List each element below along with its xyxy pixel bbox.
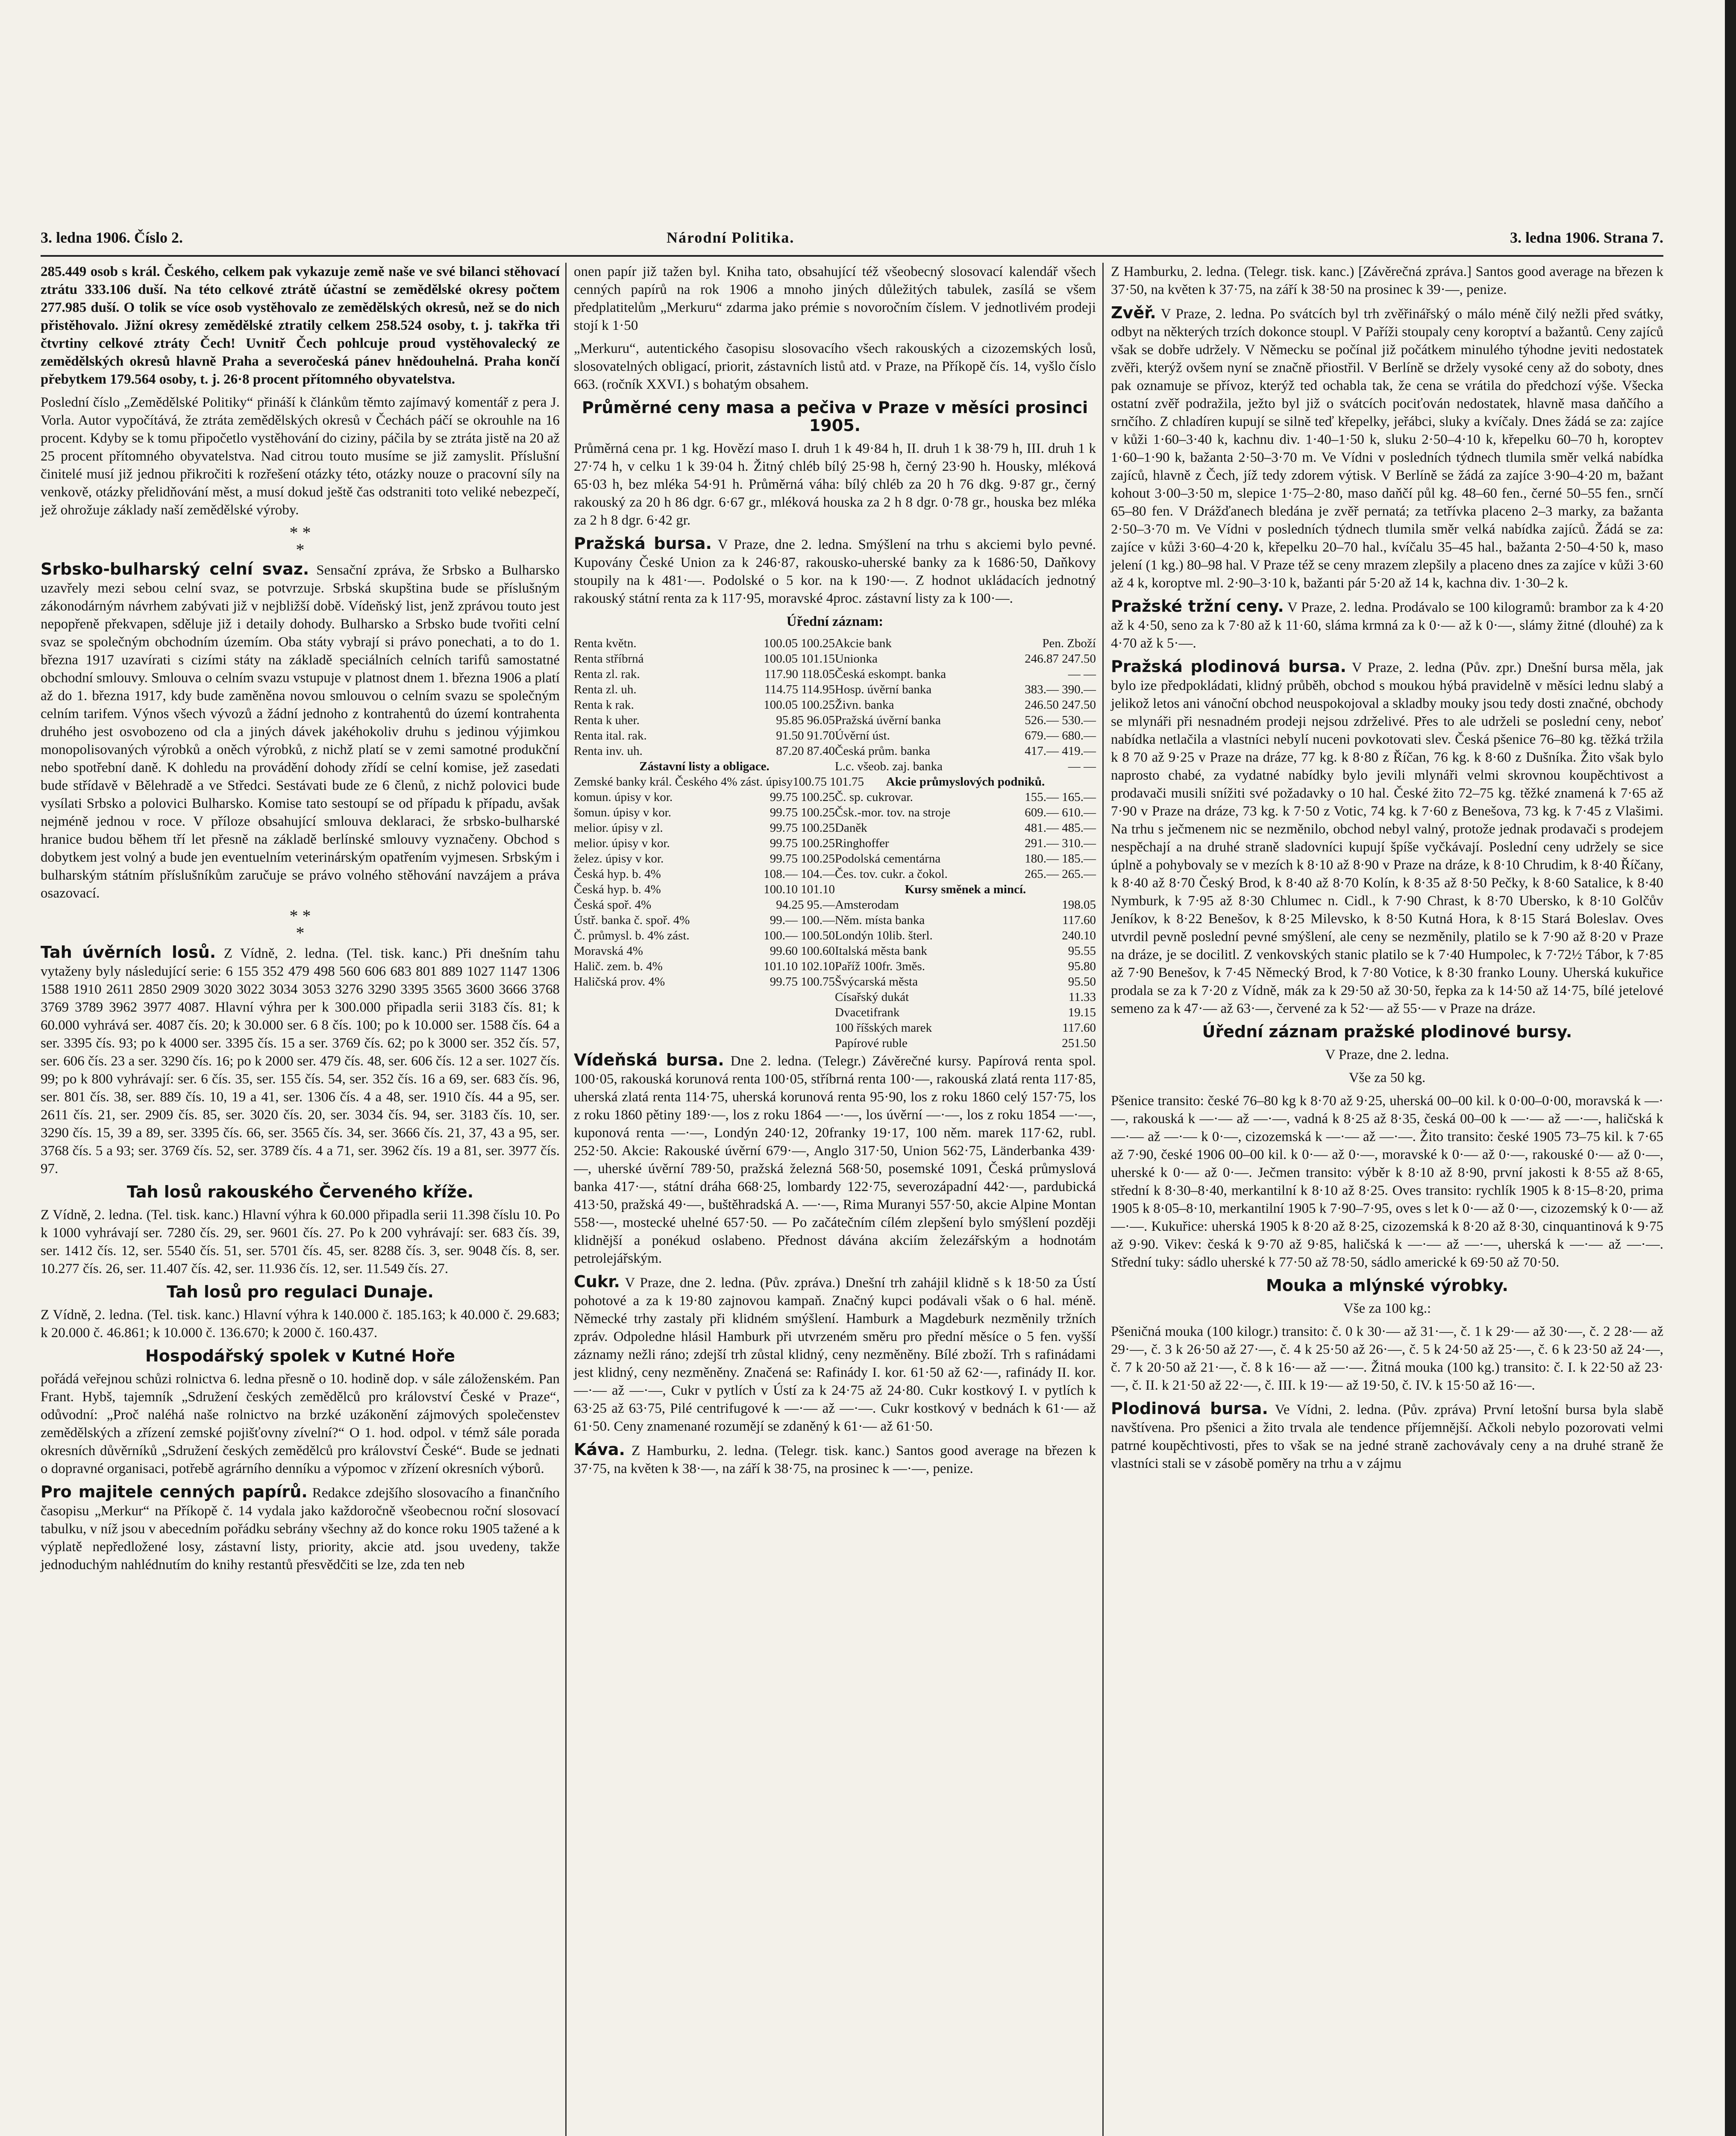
market-row xyxy=(574,651,835,666)
subtitle: V Praze, dne 2. ledna. xyxy=(1325,1047,1449,1062)
article-text: Z Vídně, 2. ledna. (Tel. tisk. kanc.) Při dnešním tahu vytaženy byly následující serie: 6 155 352 479 498 560 606 683 801 889 1027 1147 1306 1588 1910 2611 2850 2909 3020 3022 3034 3053 3276 3290 3395 3565 3600 3666 3768 3769 3789 3962 3977 4087. Hlavní výhra per k 300.000 připadla serii 3183 čís. 81; k 60.000 vyhrává ser. 4087 čís. 20; k 30.000 ser. 6 8 čís. 100; po k 10.000 ser. 1588 čís. 64 a ser. 3395 čís. 93; po k 4000 ser. 3395 čís. 15 a ser. 3769 čís. 62; po k 3000 ser. 352 čís. 57, ser. 606 čís. 23 a ser. 3290 čís. 16; po k 2000 ser. 479 čís. 48, ser. 606 čís. 12 a ser. 1027 čís. 99; po k 800 vyhrávají: ser. 6 čís. 35, ser. 155 čís. 54, ser. 352 čís. 16 a 69, ser. 683 čís. 96, ser. 801 čís. 38, ser. 889 čís. 10, 19 a 41, ser. 1306 čís. 4 a 48, ser. 1910 čís. 44 a 95, ser. 2611 čís. 21, ser. 2909 čís. 85, ser. 3020 čís. 20, ser. 3034 čís. 94, ser. 3183 čís. 10, ser. 3290 čís. 15, 39 a 89, ser. 3395 čís. 66, ser. 3565 čís. 34, ser. 3666 čís. 21, 37, 43 a 95, ser. 3768 čís. 5 a 93; ser. 3769 čís. 52, ser. 3789 čís. 4 a 71, ser. 3962 čís. 19 a 81, ser. 3977 čís. 97. xyxy=(41,946,560,1177)
market-label: Ringhoffer xyxy=(835,836,889,850)
market-value: 117.90 118.05 xyxy=(764,667,835,681)
market-label: Čes. tov. cukr. a čokol. xyxy=(835,867,948,881)
market-label: melior. úpisy v kor. xyxy=(574,836,670,850)
market-table-right xyxy=(835,636,1096,1051)
market-row xyxy=(835,851,1096,866)
market-row xyxy=(574,897,835,912)
subtitle: Vše za 50 kg. xyxy=(1348,1070,1426,1086)
article-text: 285.449 osob s král. Českého, celkem pak vykazuje země naše ve své bilanci stěhovací ztrátu 333.106 duší. Na této celkové ztrátě účastní se zemědělské okresy počtem 277.985 duší. O tolik se více osob vystěhovalo ze zemědělských okresů, než se do nich přistěhovalo. Jižní okresy zemědělské ztratily celkem 258.524 osoby, t. j. takřka tři čtvrtiny celkové ztráty Čech! Uvnitř Čech pohlcuje proud vystěhovalecký ze zemědělských okresů hlavně Praha a severočeská pánev hnědouhelná. Praha končí přebytkem 179.564 osoby, t. j. 26·8 procent přítomného obyvatelstva. xyxy=(41,264,560,387)
market-row xyxy=(835,989,1096,1005)
market-label: Císařský dukát xyxy=(835,990,909,1004)
market-row xyxy=(574,882,835,897)
market-value: 108.— 104.— xyxy=(764,867,835,881)
section-title: Zvěř. xyxy=(1111,303,1156,322)
market-label: Dvacetifrank xyxy=(835,1006,900,1019)
market-value: 11.33 xyxy=(1068,990,1096,1004)
market-row xyxy=(835,805,1096,820)
market-row xyxy=(574,743,835,759)
market-value: 198.05 xyxy=(1062,898,1096,912)
article-text: Z Hamburku, 2. ledna. (Telegr. tisk. kanc.) [Závěrečná zpráva.] Santos good average na březen k 37·50, na květen k 37·75, na září k 38·50 na prosinec k 39·—, penize. xyxy=(1111,264,1663,297)
market-value: 100.— 100.50 xyxy=(764,929,835,942)
market-label: Halič. zem. b. 4% xyxy=(574,959,663,973)
market-row xyxy=(835,820,1096,836)
market-label: Renta k rak. xyxy=(574,698,634,712)
market-value: 100.05 100.25 xyxy=(764,637,835,650)
market-value: Pen. Zboží xyxy=(1042,637,1096,650)
market-label: Čsk.-mor. tov. na stroje xyxy=(835,806,951,819)
market-value: 117.60 xyxy=(1062,1021,1096,1035)
market-heading: Akcie průmyslových podniků. xyxy=(886,775,1045,789)
market-row xyxy=(835,866,1096,882)
market-row xyxy=(574,974,835,989)
market-label: Renta stříbrná xyxy=(574,652,644,666)
article-text: V Praze, dne 2. ledna. (Pův. zpráva.) Dnešní trh zahájil klidně s k 18·50 za Ústí pohotové a za k 19·80 zajnovou kampaň. Značný kupci podávali však o 6 hal. méně. Německé trhy zastaly při klidném smýšlení. Hamburk a Magdeburk nezměnily tržních zpráv. Odpoledne hlásil Hamburk při utvrzeném směru pro přední měsíce o 5 fen. vyšší záznamy nežli ráno; zdejší trh zůstal klidný, ceny nezměněny. Bílé zboží. Trh s rafinádami jest klidný, ceny nezměněny. Značená se: Rafinády I. kor. 61·50 až 62·—, rafinády II. kor. —·— až —·—, Cukr v pytlích v Ústí za k 24·75 až 24·80. Cukr kostkový I. v pytlích k 63·25 až 63·75, Pilé centrifugové k —·— až —·—. Cukr kostkový v bednách k 61·— až 61·50. Ceny znamenané rozumějí se zdaněný k 61·— až 61·50. xyxy=(574,1275,1096,1434)
article-text: Pšenice transito: české 76–80 kg k 8·70 až 9·25, uherská 00–00 kil. k 0·00–0·00, moravská k —·—, rakouská k —·— až —·—, vadná k 8·25 až 8·35, česká 00–00 k —·— až —·—, haličská k —·— až —·— k 0·—, cizozemská k —·— až —·—. Žito transito: české 1905 73–75 kil. k 7·65 až 7·90, české 1906 00–00 kil. k 0·— až 0·—, moravské k 0·— až 0·—, rakouské 0·— až 0·—, uherské k 0·— až 0·—. Ječmen transito: výběr k 8·10 až 8·90, první jakosti k 8·55 až 8·65, střední k 8·30–8·40, merkantilní k 8·10 až 8·25. Oves transito: rychlík 1905 k 8·15–8·20, prima 1905 k 8·05–8·10, merkantilní 1905 k 7·90–7·95, oves s let k 0·— až 0·—, cizozemský k 0·— až —·—. Kukuřice: uherská 1905 k 8·20 až 8·25, cizozemská k 8·20 až 8·30, cinquantinová k 9·75 až 9·90. Vikev: česká k 9·70 až 9·85, haličská k —·— až —·—, uherská k —·— až —·—. Střední tuky: sádlo uherské k 77·50 až 78·50, sádlo americké k 69·50 až 70·50. xyxy=(1111,1093,1663,1270)
market-row xyxy=(835,697,1096,713)
market-heading: Kursy směnek a mincí. xyxy=(905,883,1026,896)
market-row xyxy=(574,666,835,682)
market-label: Č. sp. cukrovar. xyxy=(835,790,913,804)
market-value: 100.05 100.25 xyxy=(764,698,835,712)
section-title: Cukr. xyxy=(574,1272,620,1291)
market-label: Londýn 10lib. šterl. xyxy=(835,929,933,942)
market-row xyxy=(835,897,1096,912)
article-text: „Merkuru“, autentického časopisu slosovacího všech rakouských a cizozemských losů, slosovatelných obligací, priorit, zástavních listů atd. v Praze, na Příkopě čís. 14, vyšlo číslo 663. (ročník XXVI.) s bohatým obsahem. xyxy=(574,341,1096,392)
market-label: Ústř. banka č. spoř. 4% xyxy=(574,913,690,927)
market-row xyxy=(574,805,835,820)
market-label: Daněk xyxy=(835,821,867,835)
market-heading: Zástavní listy a obligace. xyxy=(639,760,770,773)
article-text: V Praze, 2. ledna. Po svátcích byl trh zvěřinářský o málo méně čilý nežli před svátky, odbyt na některých trzích dokonce stoupl. V Paříži stoupaly ceny koroptví a bažantů. Ceny zajíců však se dobře udržely. V Německu se počínal již počátkem minulého týhodne jeviti nedostatek zvěři, kterýž ovšem nyní se značně přiostřil. V Berlíně se držely vysoké ceny až do soboty, dnes pak oznamuje se přívoz, kterýž ted ochabla tak, že cena se vrátila do předchozí výše. Všecka ostatní zvěř podražila, ježto byl již o svátcích pociťován nedostatek, hlavně masa daňčího a srnčího. Z chladíren kupují se silně teď křepelky, jeřábci, sluky a kvíčaly. Dnes žádá se za: zajíce v kůži 1·60–3·40 k, kachnu div. 1·40–1·50 k, sluku 2·50–4·10 k, křepelku 60–70 h, koroptev 1·60–1·90 k, bažanta 2·50–3·70 m. Ve Vídni v posledních týdnech tlumila směr velká nabídka zajíců, hlavně z Čech, jíž tedy zdorem výtisk. V Berlíně se žádá za zajíce 3·90–4·20 m, bažant kohout 3·00–3·50 m, slepice 1·75–2·80, maso daňčí půl kg. 48–60 fen., černé 50–55 fen., srnčí 65–80 fen. V Drážďanech bledána je zvěř pernatá; za tetřívka placeno 2–3 marky, za bažanta 2·50–3·70 m. Ve Vídni v posledních týdnech tlumila směr velká nabídka zajíců. Žádá se za: zajíce v kůži 3·60–4·20 k, křepelku 20–70 hal., kvíčalu 35–45 hal., bažanta 2·50–4·50 k, maso jelení (1 kg.) 80–98 hal. V Praze též se ceny mrazem zlepšily a placeno dnes za zajíce v kůži 3·60 až 4 k, koroptve ml. 2·90–3·10 k, bažanti pár 5·20 až 14 k, kachna div. 1·30–2 k. xyxy=(1111,306,1663,591)
market-value: 99.75 100.25 xyxy=(770,836,835,850)
market-value: 95.50 xyxy=(1068,975,1096,989)
market-row xyxy=(574,836,835,851)
market-label: Italská města bank xyxy=(835,944,927,958)
market-table xyxy=(574,636,1096,1051)
market-row xyxy=(574,928,835,943)
section-title: Káva. xyxy=(574,1440,625,1459)
market-row xyxy=(574,697,835,713)
market-row xyxy=(574,636,835,651)
market-label: Papírové ruble xyxy=(835,1036,908,1050)
market-row xyxy=(835,774,1096,789)
section-title: Hospodářský spolek v Kutné Hoře xyxy=(145,1347,455,1365)
market-value: 100.75 101.75 xyxy=(793,775,864,789)
market-row xyxy=(835,666,1096,682)
market-row xyxy=(835,789,1096,805)
market-label: Renta květn. xyxy=(574,637,637,650)
column-2 xyxy=(574,263,1096,2136)
market-value: 251.50 xyxy=(1062,1036,1096,1050)
market-value: 95.80 xyxy=(1068,959,1096,973)
market-label: Česká prům. banka xyxy=(835,744,931,758)
market-label: Podolská cementárna xyxy=(835,852,941,866)
column-1 xyxy=(41,263,560,2136)
section-title: Vídeňská bursa. xyxy=(574,1050,724,1069)
section-title: Pražské tržní ceny. xyxy=(1111,597,1284,616)
market-value: 117.60 xyxy=(1062,913,1096,927)
article-text: Pšeničná mouka (100 kilogr.) transito: č. 0 k 30·— až 31·—, č. 1 k 29·— až 30·—, č. 2 28·— až 29·—, č. 3 k 26·50 až 27·—, č. 4 k 25·50 až 26·—, č. 5 k 24·50 až 25·—, č. 6 k 23·50 až 24·—, č. 7 k 20·50 až 21·—, č. 8 k 16·— až —·—. Žitná mouka (100 kg.) transito: č. I. k 22·50 až 23·—, č. II. k 21·50 až 22·—, č. III. k 19·— až 19·50, č. IV. k 15·50 až 16·—. xyxy=(1111,1324,1663,1393)
article-text: pořádá veřejnou schůzi rolnictva 6. ledna přesně o 10. hodině dop. v sále záloženském. Pan Frant. Hybš, tajemník „Sdružení českých zemědělců pro království České v Praze“, odůvodní: „Proč naléhá naše rolnictvo na brzké uzákonění zájmových společenstev zemědělských a zřízení zemské pojišťovny zívelní?“ O 1. hod. odpol. v témž sále porada okresních důvěrníků „Sdružení českých zemědělců pro království České“. Bude se jednati o dopravné organisaci, potřebě agrárního denníku a výpomoc v zřízení okresních výborů. xyxy=(41,1371,560,1476)
market-value: 265.— 265.— xyxy=(1025,867,1096,881)
market-row xyxy=(835,959,1096,974)
market-row xyxy=(835,1036,1096,1051)
market-value: 155.— 165.— xyxy=(1025,790,1096,804)
market-row xyxy=(835,651,1096,666)
market-label: Renta zl. uh. xyxy=(574,683,637,696)
section-title: Tah losů rakouského Červeného kříže. xyxy=(126,1182,474,1201)
market-value: 87.20 87.40 xyxy=(776,744,835,758)
market-value: 100.05 101.15 xyxy=(764,652,835,666)
market-label: Renta zl. rak. xyxy=(574,667,640,681)
article-text: Sensační zpráva, že Srbsko a Bulharsko uzavřely mezi sebou celní svaz, se potvrzuje. Srbská skupština bude se příslušným zákonodárným návrhem zabývati již v nejbližší době. Vídeňský list, jenž zprávou touto jest nepopřeně překvapen, sděluje již i detaily dohody. Bulharsko a Srbsko bude tvořiti celní svaz se společným obchodním územím. Oba státy vybrají si právo ponechati, a to do 1. března 1917 uzavírati s cizími státy na základě speciálních celních tarifů samostatné obchodní smlouvy. Smlouva o celním svazu vstupuje v platnost dnem 1. března 1906 a platí až do 1. března 1917, kdy bude zaměněna novou smlouvou o celním svazu se společným celním tarifem. Výnos všech vývozů a žádní jednoho z kontrahentů do území kontrahenta druhého jest osvobozeno od cla a jiných dávek jakéhokoliv druhu s jedinou výjimkou monopolisovaných výrobků a oněch výrobků, z nichž platí se v zemi samotné produkční nebo spotřební daně. K dohledu na provádění dohody zřídí se celní komise, jež zasedati bude střídavě v Bělehradě a ve Středci. Sestávati bude ze 6 členů, z nichž polovici bude vysílati Srbsko a polovici Bulharsko. Komise tato sestoupí se od případu k případu, avšak nejméně jednou v roce. V příloze obsahující smlouva deklaraci, že srbsko-bulharské hranice budou během tří let přesně na základě berlínské smlouvy vyznačeny. Obchod s dobytkem jest volný a bude jen eventuelním veterinárským opatřením vyjmesen. Srbským i bulharským státním příslušníkům zaručuje se právo volného stěhování navzájem a práva osazovací. xyxy=(41,563,560,901)
column-divider xyxy=(1102,263,1104,2136)
market-label: Paříž 100fr. 3měs. xyxy=(835,959,925,973)
market-label: Úvěrní úst. xyxy=(835,729,890,742)
market-value: 99.75 100.25 xyxy=(770,806,835,819)
market-value: — — xyxy=(1068,667,1096,681)
article-text: V Praze, dne 2. ledna. Smýšlení na trhu s akciemi bylo pevné. Kupovány České Union za k 246·87, rakousko-uherské banky za k 1686·50, Daňkovy stoupily na k 481·—. Podolské o 5 kor. na k 190·—. Z hodnot ukládacích jednotný rakouský státní renta za k 117·95, moravské 4proc. zástavní listy za k 100·—. xyxy=(574,537,1096,606)
section-title: Průměrné ceny masa a pečiva v Praze v měsíci prosinci 1905. xyxy=(582,398,1088,435)
article-text: Poslední číslo „Zemědělské Politiky“ přináší k článkům těmto zajímavý komentář z pera J. Vorla. Autor vypočítává, že ztráta zemědělských okresů v Čechách páčí se okrouhle na 16 procent. Kdyby se k tomu připočetlo vystěhování do ciziny, páčila by se ztráta jistě na 20 až 25 procent přítomného obyvatelstva. Nad citrou touto musíme se již zamyslit. Příslušní činitelé musí již jednou přikročiti k rozřešení otázky této, otázky nouze o pracovní síly na venkově, otázky přelidňování měst, a musí dokud ještě čas odstraniti toto veliké nebezpečí, jež ohrožuje základy naší zemědělské výroby. xyxy=(41,395,560,518)
article-text: V Praze, 2. ledna (Pův. zpr.) Dnešní bursa měla, jak bylo ize předpokládati, klidný průběh, obchod s moukou hýbá pravidelně v měsíci lednu slabý a jelikož letos ani vánoční obchod neuspokojoval a skladby mouky jsou tedy dosti značné, obchody se mlynáři při nesnadném prodeji nejsou zdrželivé. Přes to ale udrželi se poslední ceny, neboť nabídka netlačila a vlastníci nebylí nuceni povkotovati slev. Česká pšenice 76–80 kg. těžká tržila k 8 70 až 9·25 v Praze na dráze, 77 kg. k 8·80 z Říčan, 76 kg. k 8·60 z Dušníka. Žito však bylo naprosto chabé, za vydatné nabídky bylo jevili mlynáři velmi skrovnou koupěchtivost a prodavači musili snížiti své požadavky o 10 hal. České žito 72–75 kg. těžké znamená k 7·65 až 7·90 v Praze na dráze, 73 kg. k 7·50 z Votic, 74 kg. k 7·60 z Benešova, 73 kg. k 7·45 z Vlašimi. Na trhu s ječmenem nic se nezměnilo, obchod nebyl valný, protože jednak prodavači s prodejem nespěchají a na druhé straně sladovníci kupují špíše vyčkávají. Poslední ceny udržely se sice úplně a pohybovaly se v mezích k 8·10 až 8·90 v Praze na dráze, k 8·10 Chrudim, k 8·40 Říčany, k 8·40 až 8·70 Český Brod, k 8·40 až 8·70 Kolín, k 8·35 až 8·50 Pečky, k 8·60 Satalice, k 8·40 Nymburk, k 7·95 až 8·30 Chlumec n. Cidl., k 7·90 Chrast, k 8·70 Ubersko, k 8·10 Golčův Jeníkov, k 8·22 Benešov, k 8·25 Milevsko, k 8·50 Kutná Hora, k 8·15 Stará Boleslav. Oves utvrdil pevně poslední pevné smýšlení, ale ceny se nezměnily, platilo se k 7·90 až 8·20 v Praze na dráze, je se docilitl. Z venkovských stanic platilo se k 7·40 Humpolec, k 7·72½ Tábor, k 7·85 až 7·90 Benešov, k 7·45 Německý Brod, k 7·80 Votice, k 8·30 franko Louny. Uherská kukuřice prodala se za k 7·20 z Vídně, mák za k 29·50 až 30·50, řepka za k 14·50 až 14·75, bílé jetelové semeno za k 47·— až 63·—, červené za k 52·— až 55·— v Praze na dráze. xyxy=(1111,660,1663,1016)
market-value: 609.— 610.— xyxy=(1025,806,1096,819)
market-value: 95.85 96.05 xyxy=(776,713,835,727)
scan-edge xyxy=(1725,0,1736,2136)
market-row xyxy=(835,912,1096,928)
market-value: 101.10 102.10 xyxy=(764,959,835,973)
section-title: Pražská bursa. xyxy=(574,534,712,553)
market-row xyxy=(574,728,835,743)
market-row xyxy=(835,974,1096,989)
header-date-issue: 3. ledna 1906. Číslo 2. xyxy=(41,229,183,246)
market-label: Haličská prov. 4% xyxy=(574,975,665,989)
header-date-page: 3. ledna 1906. Strana 7. xyxy=(1510,229,1663,246)
market-row xyxy=(574,774,864,789)
market-value: 91.50 91.70 xyxy=(776,729,835,742)
market-value: 114.75 114.95 xyxy=(764,683,835,696)
article-text: Dne 2. ledna. (Telegr.) Závěrečné kursy. Papírová renta spol. 100·05, rakouská korunová renta 100·05, stříbrná renta 100·—, rakouská zlatá renta 117·85, uherská zlatá renta 114·75, uherská korunová renta 95·90, los z roku 1860 celý 157·75, los z roku 1860 pětiny 189·—, los z roku 1864 —·—, los úvěrní —·—, los z roku 1854 —·—, kuponová renta —·—, Londýn 240·12, 20franky 19·17, 100 něm. marek 117·62, rubl. 252·50. Akcie: Rakouské úvěrní 679·—, Anglo 317·50, Union 562·75, Länderbanka 439·—, uherské úvěrní 789·50, pražská železná 568·50, posemské 1091, Česká průmyslová banka 417·—, státní dráha 668·25, lombardy 122·75, severozápadní 442·—, pardubická 413·50, pražská 49·—, buštěhradská A. —·—, Rima Muranyi 557·50, akcie Alpine Montan 558·—, mostecké uhelné 657·50. — Po začátečním cílém zlepšení bylo smýšlení později klidnější a ponékud oslabeno. Přednost dávána akciím železářským a hodnotám petrolejářským. xyxy=(574,1053,1096,1266)
market-label: Česká hyp. b. 4% xyxy=(574,867,661,881)
market-value: 99.75 100.25 xyxy=(770,852,835,866)
market-row xyxy=(835,743,1096,759)
section-title: Tah úvěrních losů. xyxy=(41,943,216,962)
column-3 xyxy=(1111,263,1663,2136)
market-row xyxy=(835,836,1096,851)
article-text: V Praze, 2. ledna. Prodávalo se 100 kilogramů: brambor za k 4·20 až k 4·50, seno za k 7·80 až k 11·60, sláma krmná za k 0·— až k 0·—, slámy žitné (dlouhé) za k 4·70 až k 5·—. xyxy=(1111,600,1664,651)
market-label: Unionka xyxy=(835,652,878,666)
market-label: Renta ital. rak. xyxy=(574,729,647,742)
market-value: 383.— 390.— xyxy=(1025,683,1096,696)
market-label: L.c. všeob. zaj. banka xyxy=(835,760,943,773)
market-row xyxy=(835,928,1096,943)
market-label: Pražská úvěrní banka xyxy=(835,713,941,727)
columns xyxy=(41,263,1663,2136)
market-row xyxy=(574,959,835,974)
market-label: Česká hyp. b. 4% xyxy=(574,883,661,896)
market-label: Česká eskompt. banka xyxy=(835,667,946,681)
article-text: Z Vídně, 2. ledna. (Tel. tisk. kanc.) Hlavní výhra k 140.000 č. 185.163; k 40.000 č. 29.683; k 20.000 č. 46.861; k 10.000 č. 136.670; k 2000 č. 160.437. xyxy=(41,1307,560,1341)
section-title: Pro majitele cenných papírů. xyxy=(41,1482,308,1501)
article-text: Průměrná cena pr. 1 kg. Hovězí maso I. druh 1 k 49·84 h, II. druh 1 k 38·79 h, III. druh 1 k 27·74 h, v celku 1 k 39·04 h. Žitný chléb bílý 25·98 h, černý 23·90 h. Housky, mléková 65·03 h, bez mléka 54·91 h. Průměrná váha: bílý chléb za 20 h 76 dkg. 9·87 gr., černý rakouský za 20 h 86 dgr. 6·67 gr., mléková houska za 2 h 8 dgr. 0·78 gr., houska bez mléka za 2 h 8 dgr. 6·42 gr. xyxy=(574,441,1096,528)
section-title: Úřední záznam pražské plodinové bursy. xyxy=(1202,1022,1572,1041)
market-value: 246.87 247.50 xyxy=(1025,652,1096,666)
article-text: Redakce zdejšího slosovacího a finančního časopisu „Merkur“ na Příkopě č. 14 vydala jako každoročně všeobecnou roční slosovací tabulku, v níž jsou v abecedním pořádku sebrány všechny až do konce roku 1905 tažené a k výplatě nepředložené losy, zástavní listy, priority, akcie atd. jsou uvedeny, takže jednoduchým nahlédnutím do knihy restantů přesvědčiti se lze, zda ten neb xyxy=(41,1485,560,1573)
market-label: Švýcarská města xyxy=(835,975,918,989)
market-row xyxy=(835,882,1096,897)
article-text: Z Hamburku, 2. ledna. (Telegr. tisk. kanc.) Santos good average na březen k 37·75, na květen k 38·—, na září k 38·75, na prosinec k —·—, penize. xyxy=(574,1443,1096,1476)
market-value: 240.10 xyxy=(1062,929,1096,942)
market-row xyxy=(574,682,835,697)
column-divider xyxy=(565,263,567,2136)
market-row xyxy=(835,1005,1096,1020)
market-row xyxy=(835,713,1096,728)
market-label: Akcie bank xyxy=(835,637,892,650)
market-label: Česká spoř. 4% xyxy=(574,898,652,912)
market-label: komun. úpisy v kor. xyxy=(574,790,673,804)
market-value: 180.— 185.— xyxy=(1025,852,1096,866)
market-value: 99.75 100.25 xyxy=(770,821,835,835)
section-title: Plodinová bursa. xyxy=(1111,1399,1268,1418)
market-row xyxy=(574,851,835,866)
market-row xyxy=(574,759,835,774)
market-label: Zemské banky král. Českého 4% zást. úpisy xyxy=(574,775,793,789)
market-value: — — xyxy=(1068,760,1096,773)
market-value: 99.— 100.— xyxy=(770,913,835,927)
market-row xyxy=(835,682,1096,697)
market-value: 526.— 530.— xyxy=(1025,713,1096,727)
market-value: 246.50 247.50 xyxy=(1025,698,1096,712)
market-row xyxy=(574,866,835,882)
section-title: Pražská plodinová bursa. xyxy=(1111,657,1346,676)
market-row xyxy=(574,943,835,959)
market-value: 99.75 100.75 xyxy=(770,975,835,989)
market-value: 95.55 xyxy=(1068,944,1096,958)
market-value: 94.25 95.— xyxy=(776,898,835,912)
market-value: 291.— 310.— xyxy=(1025,836,1096,850)
market-row xyxy=(835,759,1096,774)
market-value: 417.— 419.— xyxy=(1025,744,1096,758)
market-label: Renta inv. uh. xyxy=(574,744,643,758)
separator: * * * xyxy=(289,523,311,559)
article-text: onen papír již tažen byl. Kniha tato, obsahující též všeobecný slosovací kalendář všech cenných papírů na rok 1906 a mnoho jiných důležitých tabulek, zasílá se všem předplatitelům „Merkuru“ zdarma jako prémie s novoročním číslem. V jednotlivém prodeji stojí k 1·50 xyxy=(574,264,1096,333)
market-label: Č. průmysl. b. 4% zást. xyxy=(574,929,690,942)
market-row xyxy=(835,636,1096,651)
market-row xyxy=(574,713,835,728)
masthead: Národní Politika. xyxy=(667,229,795,246)
separator: * * * xyxy=(289,906,311,942)
market-value: 679.— 680.— xyxy=(1025,729,1096,742)
market-label: želez. úpisy v kor. xyxy=(574,852,664,866)
market-row xyxy=(835,943,1096,959)
section-title: Tah losů pro regulaci Dunaje. xyxy=(167,1282,434,1301)
market-label: Moravská 4% xyxy=(574,944,643,958)
market-label: 100 říšských marek xyxy=(835,1021,932,1035)
market-row xyxy=(574,912,835,928)
article-text: Ve Vídni, 2. ledna. (Pův. zpráva) První letošní bursa byla slabě navštívena. Pro pšenici a žito trvala ale tendence příjemnější. Ačkoli nebylo pozorovati velmi patrné koupěchtivosti, přes to však se na jedné straně zachovávaly ceny a na druhé straně že vlastníci stali se v zásobě poměry na trhu a v zájmu xyxy=(1111,1402,1663,1471)
market-label: melior. úpisy v zl. xyxy=(574,821,663,835)
market-row xyxy=(835,728,1096,743)
subtitle: Vše za 100 kg.: xyxy=(1343,1301,1431,1316)
section-title: Mouka a mlýnské výrobky. xyxy=(1266,1276,1508,1295)
market-row xyxy=(574,820,835,836)
market-label: Živn. banka xyxy=(835,698,894,712)
market-table-title: Úřední záznam: xyxy=(786,614,884,629)
market-row xyxy=(574,789,835,805)
market-label: šomun. úpisy v kor. xyxy=(574,806,671,819)
market-label: Amsterodam xyxy=(835,898,899,912)
market-label: Něm. místa banka xyxy=(835,913,925,927)
page-header xyxy=(41,229,1663,255)
section-title: Srbsko-bulharský celní svaz. xyxy=(41,560,309,578)
market-value: 99.75 100.25 xyxy=(770,790,835,804)
market-label: Hosp. úvěrní banka xyxy=(835,683,932,696)
market-value: 99.60 100.60 xyxy=(770,944,835,958)
market-row xyxy=(835,1020,1096,1036)
article-text: Z Vídně, 2. ledna. (Tel. tisk. kanc.) Hlavní výhra k 60.000 připadla serii 11.398 číslu 10. Po k 1000 vyhrávají ser. 7280 čís. 29, ser. 9601 čís. 27. Po k 200 vyhrávají: ser. 683 čís. 39, ser. 1412 čís. 12, ser. 5540 čís. 51, ser. 5701 čís. 45, ser. 8288 čís. 3, ser. 9048 čís. 8, ser. 10.277 čís. 26, ser. 11.407 čís. 42, ser. 11.936 čís. 12, ser. 11.549 čís. 27. xyxy=(41,1207,560,1276)
market-value: 100.10 101.10 xyxy=(764,883,835,896)
market-value: 19.15 xyxy=(1068,1006,1096,1019)
header-rule xyxy=(41,255,1663,257)
market-label: Renta k uher. xyxy=(574,713,640,727)
market-value: 481.— 485.— xyxy=(1025,821,1096,835)
